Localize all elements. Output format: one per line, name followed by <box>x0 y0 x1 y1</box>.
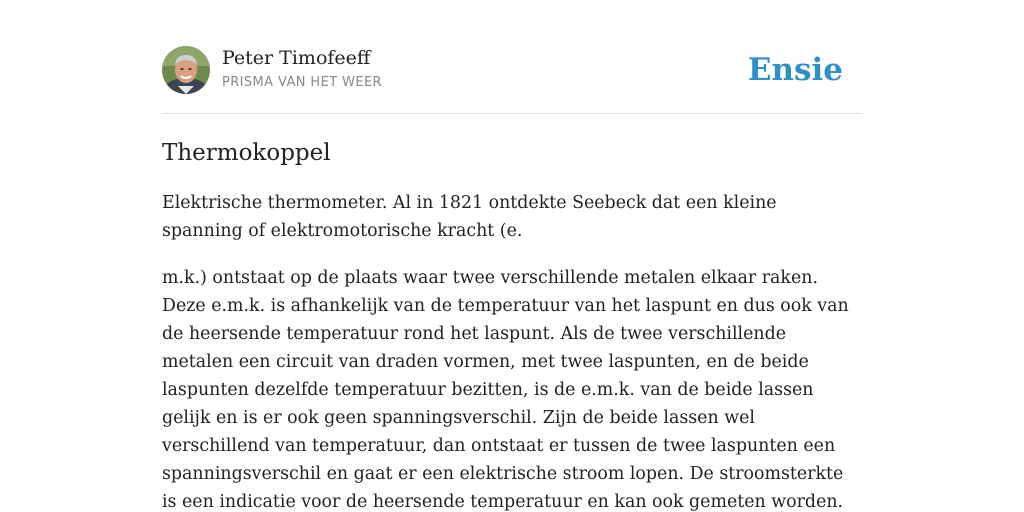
author-name[interactable]: Peter Timofeeff <box>222 47 371 69</box>
article-title: Thermokoppel <box>162 140 331 166</box>
article-paragraph: m.k.) ontstaat op de plaats waar twee verschillende metalen elkaar raken. Deze e.m.k. is afhankelijk van de temperatuur van het laspunt en dus ook van de heersende temperatuur rond het laspunt. Als de twee verschillende metalen een circuit van draden vormen, met twee laspunten, en de beide laspunten dezelfde temperatuur bezitten, is de e.m.k. van de beide lassen gelijk en is er ook geen spanningsverschil. Zijn de beide lassen wel verschillend van temperatuur, dan ontstaat er tussen de twee laspunten een spanningsverschil en gaat er een elektrische stroom lopen. De stroomsterkte is een indicatie voor de heersende temperatuur en kan ook gemeten worden. <box>162 268 849 512</box>
brand-logo[interactable]: Ensie <box>747 52 843 88</box>
article-paragraph: Elektrische thermometer. Al in 1821 ontdekte Seebeck dat een kleine spanning of elektromotorische kracht (e. <box>162 193 777 241</box>
article-card <box>162 0 862 512</box>
avatar-portrait-icon <box>162 46 210 94</box>
article-header <box>162 0 862 114</box>
author-subtitle[interactable]: PRISMA VAN HET WEER <box>222 75 382 90</box>
author-avatar[interactable] <box>162 46 210 94</box>
